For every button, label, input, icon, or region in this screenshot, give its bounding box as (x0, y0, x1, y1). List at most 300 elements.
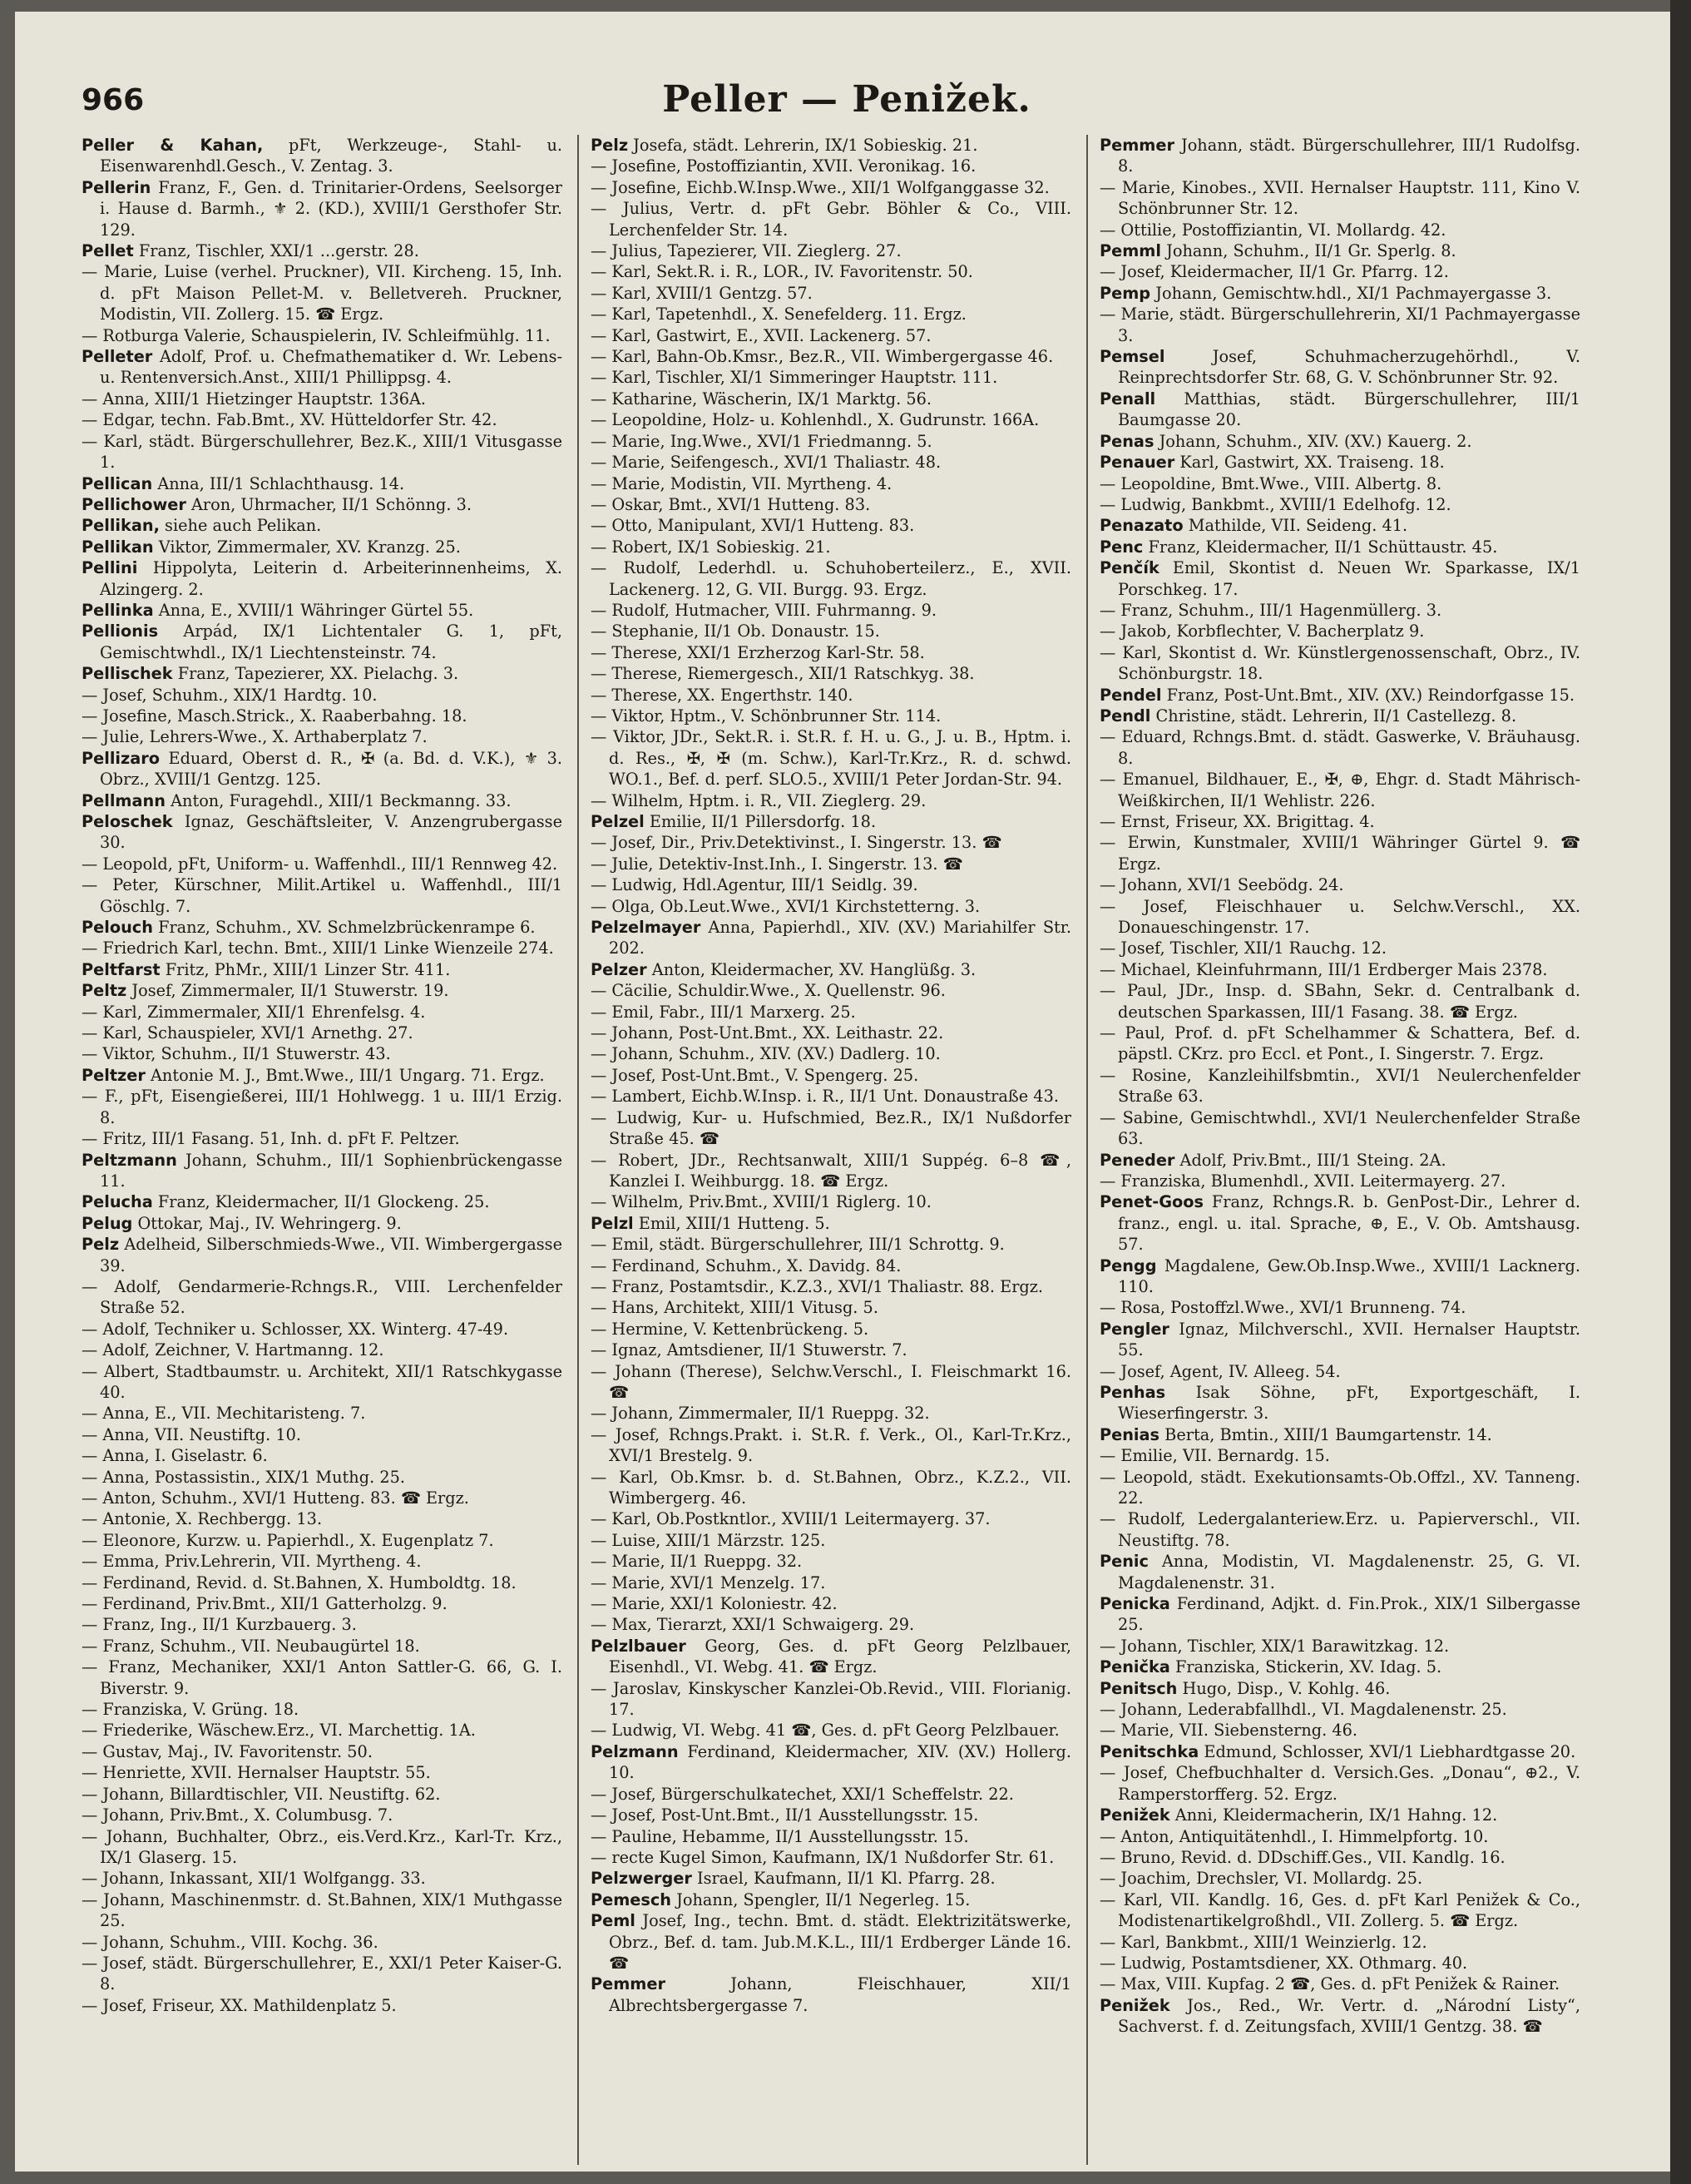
directory-page (15, 12, 1670, 2172)
directory-entry (591, 663, 1071, 684)
entry-surname: Penižek (1100, 1995, 1170, 2015)
entry-details: — Marie, Kinobes., XVII. Hernalser Hauptstr. 111, Kino V. Schönbrunner Str. 12. (1100, 177, 1580, 219)
directory-entry (1100, 537, 1580, 557)
entry-details: — Wilhelm, Priv.Bmt., XVIII/1 Riglerg. 10. (591, 1192, 932, 1212)
entry-details: — Franz, Postamtsdir., K.Z.3., XVI/1 Thaliastr. 88. Ergz. (591, 1276, 1044, 1296)
entry-details: Christine, städt. Lehrerin, II/1 Castellezg. 8. (1150, 706, 1517, 726)
directory-entry (82, 685, 562, 706)
entry-surname: Peltzmann (82, 1150, 177, 1170)
directory-entry (82, 1593, 562, 1614)
entry-surname: Pelug (82, 1213, 133, 1233)
directory-entry (591, 1974, 1071, 2016)
entry-details: — Johann, Post-Unt.Bmt., XX. Leithastr. 22. (591, 1023, 944, 1043)
directory-entry (591, 1213, 1071, 1234)
directory-entry (1100, 177, 1580, 220)
entry-details: — Anna, Postassistin., XIX/1 Muthg. 25. (82, 1467, 405, 1487)
directory-entry (1100, 346, 1580, 389)
entry-details: — Josef, Kleidermacher, II/1 Gr. Pfarrg. 12. (1100, 262, 1449, 282)
directory-entry (1100, 832, 1580, 874)
directory-entry (591, 557, 1071, 600)
entry-details: — Max, VIII. Kupfag. 2 ☎, Ges. d. pFt Penižek & Rainer. (1100, 1974, 1560, 1994)
directory-entry (1100, 1636, 1580, 1657)
entry-details: — Marie, Modistin, VII. Myrtheng. 4. (591, 473, 892, 493)
directory-entry (591, 1361, 1071, 1404)
entry-details: Josefa, städt. Lehrerin, IX/1 Sobieskig. 21. (628, 136, 978, 155)
directory-entry (82, 980, 562, 1001)
entry-details: Josef, Zimmermaler, II/1 Stuwerstr. 19. (126, 981, 449, 1001)
entry-details: — Viktor, JDr., Sekt.R. i. St.R. f. H. u. G., J. u. B., Hptm. i. d. Res., ✠, ✠ (m. Schw.), Karl-Tr.Krz., R. d. schwd. WO.1., Bef. d. perf. SLO.5., XVIII/1 Peter Jordan-Str. 94. (591, 727, 1071, 790)
entry-details: — Ferdinand, Schuhm., X. Davidg. 84. (591, 1255, 902, 1275)
entry-details: Hippolyta, Leiterin d. Arbeiterinnenheims, X. Alzingerg. 2. (100, 558, 562, 599)
entry-details: — Max, Tierarzt, XXI/1 Schwaigerg. 29. (591, 1615, 915, 1635)
page-title: Peller — Penižek. (662, 78, 1031, 121)
directory-entry (82, 811, 562, 854)
directory-entry (591, 156, 1071, 176)
entry-details: siehe auch Pelikan. (159, 516, 322, 536)
entry-details: — Friederike, Wäschew.Erz., VI. Marchettig. 1A. (82, 1721, 476, 1741)
entry-details: — Emilie, VII. Bernardg. 15. (1100, 1446, 1330, 1466)
entry-details: Franz, F., Gen. d. Trinitarier-Ordens, Seelsorger i. Hause d. Barmh., ⚜ 2. (KD.), XVIII/1 Gersthofer Str. 129. (100, 177, 562, 240)
entry-details: — Johann, Billardtischler, VII. Neustiftg. 62. (82, 1784, 441, 1804)
directory-entry (82, 1805, 562, 1825)
entry-details: Anton, Furagehdl., XIII/1 Beckmanng. 33. (165, 790, 512, 810)
entry-details: Hugo, Disp., V. Kohlg. 46. (1177, 1678, 1391, 1698)
directory-entry (82, 1508, 562, 1529)
entry-surname: Peltfarst (82, 959, 161, 979)
directory-entry (82, 1213, 562, 1234)
directory-entry (82, 1657, 562, 1699)
entry-details: — Anna, E., VII. Mechitaristeng. 7. (82, 1404, 366, 1424)
directory-entry (591, 1340, 1071, 1360)
entry-surname: Peltz (82, 981, 127, 1001)
entry-details: — Franz, Ing., II/1 Kurzbauerg. 3. (82, 1615, 357, 1635)
directory-entry (82, 1023, 562, 1043)
directory-entry (1100, 1319, 1580, 1361)
entry-details: Eduard, Oberst d. R., ✠ (a. Bd. d. V.K.), ⚜ 3. Obrz., XVIII/1 Gentzg. 125. (100, 748, 562, 790)
entry-details: — Johann, Inkassant, XII/1 Wolfgangg. 33. (82, 1869, 426, 1889)
entry-surname: Pellican (82, 473, 153, 493)
directory-entry (591, 1614, 1071, 1635)
entry-details: — Josefine, Postoffiziantin, XVII. Veronikag. 16. (591, 156, 977, 176)
directory-entry (1100, 515, 1580, 536)
entry-details: — Bruno, Revid. d. DDschiff.Ges., VII. Kandlg. 16. (1100, 1847, 1506, 1867)
directory-entry (82, 1340, 562, 1360)
entry-details: Aron, Uhrmacher, II/1 Schönng. 3. (185, 494, 472, 514)
entry-details: — Olga, Ob.Leut.Wwe., XVI/1 Kirchstetterng. 3. (591, 896, 981, 916)
directory-entry (591, 1191, 1071, 1212)
entry-details: — Franziska, V. Grüng. 18. (82, 1700, 299, 1720)
directory-entry (591, 473, 1071, 494)
directory-entry (591, 600, 1071, 621)
directory-entry (1100, 1995, 1580, 2038)
directory-entry (82, 1762, 562, 1783)
entry-details: Franz, Schuhm., XV. Schmelzbrückenrampe 6. (152, 918, 536, 938)
directory-entry (82, 261, 562, 324)
entry-details: — Johann, Tischler, XIX/1 Barawitzkag. 12. (1100, 1636, 1450, 1656)
page-header (82, 78, 1612, 128)
directory-entry (1100, 494, 1580, 515)
entry-surname: Pelzl (591, 1213, 634, 1233)
directory-entry (1100, 1551, 1580, 1593)
directory-entry (1100, 1297, 1580, 1318)
directory-entry (82, 726, 562, 747)
directory-entry (591, 389, 1071, 409)
entry-details: — Ludwig, Hdl.Agentur, III/1 Seidlg. 39. (591, 875, 918, 895)
directory-entry (591, 346, 1071, 367)
directory-entry (591, 1150, 1071, 1192)
directory-entry (82, 1086, 562, 1128)
directory-entry (82, 663, 562, 684)
directory-entry (591, 1847, 1071, 1868)
entry-details: — Friedrich Karl, techn. Bmt., XIII/1 Linke Wienzeile 274. (82, 938, 554, 958)
entry-surname: Pelzmann (591, 1741, 679, 1761)
directory-entry (591, 1467, 1071, 1509)
entry-details: Mathilde, VII. Seideng. 41. (1183, 516, 1408, 536)
directory-entry (1100, 1741, 1580, 1762)
entry-details: — Marie, VII. Siebensterng. 46. (1100, 1721, 1358, 1741)
directory-entry (1100, 135, 1580, 177)
directory-entry (591, 1276, 1071, 1297)
entry-details: — Viktor, Hptm., V. Schönbrunner Str. 114. (591, 706, 942, 726)
directory-entry (82, 1932, 562, 1953)
entry-details: Johann, Spengler, II/1 Negerleg. 15. (671, 1889, 971, 1909)
directory-entry (82, 557, 562, 600)
directory-entry (82, 1191, 562, 1212)
entry-details: Fritz, PhMr., XIII/1 Linzer Str. 411. (160, 959, 451, 979)
directory-entry (82, 1826, 562, 1869)
entry-details: Johann, Schuhm., III/1 Sophienbrückengasse 11. (100, 1150, 562, 1191)
entry-details: — Adolf, Gendarmerie-Rchngs.R., VIII. Lerchenfelder Straße 52. (82, 1276, 562, 1318)
entry-details: Franz, Post-Unt.Bmt., XIV. (XV.) Reindorfgasse 15. (1161, 685, 1575, 705)
entry-details: — Karl, Zimmermaler, XII/1 Ehrenfelsg. 4. (82, 1002, 426, 1022)
directory-entry (1100, 1699, 1580, 1720)
entry-details: Anna, E., XVIII/1 Währinger Gürtel 55. (153, 600, 474, 620)
directory-entry (1100, 261, 1580, 282)
entry-details: — Emanuel, Bildhauer, E., ✠, ⊕, Ehgr. d. Stadt Mährisch-Weißkirchen, II/1 Wehlistr. 226. (1100, 770, 1580, 810)
directory-entry (82, 1065, 562, 1086)
entry-details: — Anton, Schuhm., XVI/1 Hutteng. 83. ☎ Ergz. (82, 1488, 469, 1508)
entry-surname: Penall (1100, 389, 1156, 409)
directory-entry (82, 389, 562, 409)
directory-entry (1100, 473, 1580, 494)
entry-details: Josef, Ing., techn. Bmt. d. städt. Elektrizitätswerke, Obrz., Bef. d. tam. Jub.M.K.L., III/1 Erdberger Lände 16. ☎ (609, 1911, 1071, 1973)
entry-details: — Karl, Bahn-Ob.Kmsr., Bez.R., VII. Wimbergergasse 46. (591, 347, 1054, 367)
directory-entry (591, 1297, 1071, 1318)
entry-details: Adelheid, Silberschmieds-Wwe., VII. Wimbergergasse 39. (100, 1235, 562, 1275)
entry-details: Emil, XIII/1 Hutteng. 5. (633, 1213, 830, 1233)
directory-entry (82, 325, 562, 346)
entry-details: — Johann, Lederabfallhdl., VI. Magdalenenstr. 25. (1100, 1700, 1507, 1720)
entry-details: Franziska, Stickerin, XV. Idag. 5. (1169, 1657, 1442, 1677)
entry-details: Israel, Kaufmann, II/1 Kl. Pfarrg. 28. (691, 1869, 996, 1889)
entry-details: — Anna, VII. Neustiftg. 10. (82, 1424, 301, 1444)
entry-details: — Leopold, pFt, Uniform- u. Waffenhdl., III/1 Rennweg 42. (82, 854, 558, 874)
entry-details: — Marie, städt. Bürgerschullehrerin, XI/1 Pachmayergasse 3. (1100, 305, 1580, 345)
entry-details: Ferdinand, Adjkt. d. Fin.Prok., XIX/1 Silbergasse 25. (1118, 1594, 1580, 1635)
entry-details: — Otto, Manipulant, XVI/1 Hutteng. 83. (591, 516, 915, 536)
entry-details: — Ludwig, Bankbmt., XVIII/1 Edelhofg. 12. (1100, 494, 1451, 514)
entry-details: Franz, Rchngs.R. b. GenPost-Dir., Lehrer d. franz., engl. u. ital. Sprache, ⊕, E., V. Ob. Amtshausg. 57. (1118, 1192, 1580, 1255)
entry-details: pFt, Werkzeuge-, Stahl- u. Eisenwarenhdl.Gesch., V. Zentag. 3. (100, 136, 562, 176)
directory-entry (591, 1636, 1071, 1678)
directory-entry (1100, 874, 1580, 895)
column-2 (591, 135, 1071, 2165)
page-edge-strip (1670, 0, 1691, 2184)
directory-entry (82, 621, 562, 663)
entry-details: Franz, Tapezierer, XX. Pielachg. 3. (172, 664, 459, 684)
entry-details: — Karl, Tapetenhdl., X. Senefelderg. 11. Ergz. (591, 305, 967, 324)
directory-entry (1100, 1826, 1580, 1847)
directory-entry (82, 1636, 562, 1657)
entry-details: — Katharine, Wäscherin, IX/1 Marktg. 56. (591, 389, 932, 409)
directory-entry (82, 790, 562, 811)
entry-details: — Rudolf, Hutmacher, VIII. Fuhrmanng. 9. (591, 600, 937, 620)
entry-details: — Ludwig, Postamtsdiener, XX. Othmarg. 40. (1100, 1953, 1468, 1973)
directory-entry (591, 1002, 1071, 1023)
entry-details: — Michael, Kleinfuhrmann, III/1 Erdberger Mais 2378. (1100, 959, 1548, 979)
directory-entry (82, 1720, 562, 1741)
directory-entry (1100, 621, 1580, 641)
entry-surname: Penc (1100, 537, 1144, 557)
directory-entry (82, 1150, 562, 1192)
directory-entry (82, 1614, 562, 1635)
entry-details: — Karl, Tischler, XI/1 Simmeringer Hauptstr. 111. (591, 368, 998, 388)
directory-entry (82, 515, 562, 536)
directory-entry (1100, 1361, 1580, 1382)
entry-details: — Karl, XVIII/1 Gentzg. 57. (591, 283, 813, 303)
entry-surname: Peneder (1100, 1150, 1175, 1170)
entry-surname: Pelzelmayer (591, 918, 701, 938)
directory-entry (591, 959, 1071, 980)
entry-details: — Anna, XIII/1 Hietzinger Hauptstr. 136A. (82, 389, 427, 409)
directory-entry (591, 811, 1071, 832)
entry-surname: Pelzel (591, 812, 645, 831)
entry-details: — recte Kugel Simon, Kaufmann, IX/1 Nußdorfer Str. 61. (591, 1847, 1055, 1867)
entry-details: — Karl, Skontist d. Wr. Künstlergenossenschaft, Obrz., IV. Schönburgstr. 18. (1100, 642, 1580, 684)
entry-details: — Stephanie, II/1 Ob. Donaustr. 15. (591, 622, 880, 641)
directory-entry (591, 832, 1071, 853)
entry-details: Ignaz, Geschäftsleiter, V. Anzengrubergasse 30. (100, 812, 562, 853)
directory-entry (591, 1805, 1071, 1825)
entry-details: — Karl, Ob.Postkntlor., XVIII/1 Leitermayerg. 37. (591, 1509, 991, 1529)
entry-details: Viktor, Zimmermaler, XV. Kranzg. 25. (153, 537, 461, 557)
entry-details: — Fritz, III/1 Fasang. 51, Inh. d. pFt F. Peltzer. (82, 1129, 460, 1149)
directory-entry (591, 1065, 1071, 1086)
column-divider (577, 135, 579, 2165)
directory-entry (591, 1784, 1071, 1805)
directory-entry (591, 726, 1071, 790)
directory-entry (82, 1953, 562, 1995)
directory-entry (82, 1741, 562, 1762)
entry-surname: Pemsel (1100, 347, 1165, 367)
entry-details: — Franziska, Blumenhdl., XVII. Leitermayerg. 27. (1100, 1171, 1506, 1191)
entry-surname: Pellmann (82, 790, 166, 810)
directory-entry (82, 706, 562, 726)
directory-entry (82, 1467, 562, 1488)
directory-entry (591, 135, 1071, 156)
directory-entry (591, 537, 1071, 557)
entry-details: — Johann, Schuhm., VIII. Kochg. 36. (82, 1932, 378, 1952)
entry-surname: Pellischek (82, 664, 173, 684)
entry-surname: Penazato (1100, 516, 1184, 536)
entry-details: Anton, Kleidermacher, XV. Hanglüßg. 3. (646, 959, 977, 979)
entry-details: — Josef, Post-Unt.Bmt., V. Spengerg. 25. (591, 1065, 919, 1085)
directory-entry (1100, 1805, 1580, 1825)
entry-details: — Gustav, Maj., IV. Favoritenstr. 50. (82, 1741, 373, 1761)
directory-entry (1100, 1762, 1580, 1805)
entry-details: Johann, Schuhm., XIV. (XV.) Kauerg. 2. (1154, 431, 1472, 451)
entry-surname: Pemmer (591, 1974, 665, 1994)
entry-surname: Pelzlbauer (591, 1636, 686, 1656)
entry-details: — Marie, XVI/1 Menzelg. 17. (591, 1572, 826, 1592)
entry-details: — Therese, XXI/1 Erzherzog Karl-Str. 58. (591, 642, 925, 662)
directory-entry (82, 748, 562, 790)
directory-entry (591, 1023, 1071, 1043)
entry-details: — Karl, Sekt.R. i. R., LOR., IV. Favoritenstr. 50. (591, 262, 973, 282)
directory-entry (1100, 1847, 1580, 1868)
entry-details: — Johann, Schuhm., XIV. (XV.) Dadlerg. 10. (591, 1044, 941, 1064)
directory-entry (82, 537, 562, 557)
directory-entry (1100, 1932, 1580, 1953)
entry-details: — Antonie, X. Rechbergg. 13. (82, 1509, 323, 1529)
directory-entry (82, 874, 562, 917)
entry-details: Anna, Modistin, VI. Magdalenenstr. 25, G. VI. Magdalenenstr. 31. (1118, 1552, 1580, 1592)
entry-surname: Pellikan, (82, 516, 160, 536)
directory-entry (1100, 1171, 1580, 1191)
directory-entry (591, 685, 1071, 706)
directory-entry (591, 515, 1071, 536)
entry-surname: Penitschka (1100, 1741, 1199, 1761)
directory-entry (82, 917, 562, 938)
directory-entry (1100, 557, 1580, 600)
entry-details: Arpád, IX/1 Lichtentaler G. 1, pFt, Gemischtwhdl., IX/1 Liechtensteinstr. 74. (100, 622, 562, 662)
entry-details: — Julius, Tapezierer, VII. Zieglerg. 27. (591, 241, 902, 261)
entry-surname: Pelleter (82, 347, 153, 367)
entry-details: Adolf, Prof. u. Chefmathematiker d. Wr. Lebens- u. Rentenversich.Anst., XIII/1 Phillippsg. 4. (100, 347, 562, 388)
directory-entry (591, 1826, 1071, 1847)
directory-entry (82, 177, 562, 240)
entry-details: Magdalene, Gew.Ob.Insp.Wwe., XVIII/1 Lacknerg. 110. (1118, 1255, 1580, 1296)
entry-details: — Emil, städt. Bürgerschullehrer, III/1 Schrottg. 9. (591, 1235, 1005, 1255)
entry-details: — Josef, Schuhm., XIX/1 Hardtg. 10. (82, 685, 378, 705)
entry-details: Johann, städt. Bürgerschullehrer, III/1 Rudolfsg. 8. (1118, 136, 1580, 176)
entry-surname: Pelzwerger (591, 1869, 692, 1889)
entry-details: — Marie, Ing.Wwe., XVI/1 Friedmanng. 5. (591, 431, 932, 451)
entry-surname: Penet-Goos (1100, 1192, 1204, 1212)
entry-surname: Pendl (1100, 706, 1151, 726)
directory-entry (1100, 283, 1580, 304)
directory-entry (1100, 1868, 1580, 1889)
directory-entry (591, 304, 1071, 324)
entry-details: — Adolf, Zeichner, V. Hartmanng. 12. (82, 1340, 384, 1360)
directory-entry (1100, 1508, 1580, 1551)
entry-details: — Emil, Fabr., III/1 Marxerg. 25. (591, 1002, 856, 1022)
entry-details: — Marie, Seifengesch., XVI/1 Thaliastr. 48. (591, 453, 942, 473)
entry-details: Ferdinand, Kleidermacher, XIV. (XV.) Hollerg. 10. (609, 1741, 1071, 1783)
entry-surname: Pellini (82, 558, 138, 578)
directory-entry (591, 1593, 1071, 1614)
directory-entry (591, 431, 1071, 452)
entry-details: — Ferdinand, Revid. d. St.Bahnen, X. Humboldtg. 18. (82, 1572, 517, 1592)
directory-entry (1100, 706, 1580, 726)
entry-details: — Edgar, techn. Fab.Bmt., XV. Hütteldorfer Str. 42. (82, 410, 497, 430)
entry-details: — Josef, Agent, IV. Alleeg. 54. (1100, 1361, 1341, 1381)
entry-details: Johann, Fleischhauer, XII/1 Albrechtsbergergasse 7. (609, 1974, 1071, 2015)
directory-entry (82, 1234, 562, 1276)
entry-details: — F., pFt, Eisengießerei, III/1 Hohlwegg. 1 u. III/1 Erzig. 8. (82, 1087, 562, 1127)
directory-entry (591, 325, 1071, 346)
entry-details: Anna, III/1 Schlachthausg. 14. (152, 473, 405, 493)
entry-surname: Penauer (1100, 453, 1175, 473)
column-3 (1100, 135, 1580, 2165)
entry-details: — Erwin, Kunstmaler, XVIII/1 Währinger Gürtel 9. ☎ Ergz. (1100, 833, 1580, 874)
directory-entry (1100, 938, 1580, 958)
entry-surname: Penias (1100, 1424, 1160, 1444)
entry-details: — Paul, JDr., Insp. d. SBahn, Sekr. d. Centralbank d. deutschen Sparkassen, III/1 Fasang. 38. ☎ Ergz. (1100, 981, 1580, 1022)
entry-details: — Marie, XXI/1 Koloniestr. 42. (591, 1594, 838, 1614)
directory-entry (82, 1551, 562, 1572)
directory-entry (1100, 1953, 1580, 1974)
entry-surname: Peloschek (82, 812, 173, 831)
entry-details: — Ottilie, Postoffiziantin, VI. Mollardg. 42. (1100, 220, 1446, 240)
directory-entry (591, 452, 1071, 473)
directory-entry (591, 642, 1071, 663)
entry-details: — Ernst, Friseur, XX. Brigittag. 4. (1100, 812, 1375, 831)
entry-surname: Pelz (82, 1235, 120, 1255)
entry-surname: Pellizaro (82, 748, 161, 768)
directory-entry (82, 240, 562, 261)
directory-entry (591, 896, 1071, 917)
directory-entry (591, 1889, 1071, 1910)
entry-surname: Peller & Kahan, (82, 136, 264, 155)
directory-entry (82, 1530, 562, 1551)
entry-details: Antonie M. J., Bmt.Wwe., III/1 Ungarg. 71. Ergz. (145, 1065, 545, 1085)
directory-entry (1100, 1191, 1580, 1255)
directory-entry (591, 874, 1071, 895)
entry-details: — Josef, Dir., Priv.Detektivinst., I. Singerstr. 13. ☎ (591, 833, 1002, 853)
directory-entry (591, 1572, 1071, 1593)
directory-entry (591, 1868, 1071, 1889)
directory-entry (1100, 1255, 1580, 1298)
directory-entry (82, 1361, 562, 1404)
entry-details: — Johann, Priv.Bmt., X. Columbusg. 7. (82, 1805, 393, 1825)
directory-entry (82, 1572, 562, 1593)
directory-entry (1100, 304, 1580, 346)
entry-details: — Karl, VII. Kandlg. 16, Ges. d. pFt Karl Penižek & Co., Modistenartikelgroßhdl., VII. Zollerg. 5. ☎ Ergz. (1100, 1889, 1580, 1931)
entry-details: Josef, Schuhmacherzugehörhdl., V. Reinprechtsdorfer Str. 68, G. V. Schönbrunner Str. 92. (1118, 347, 1580, 388)
directory-entry (82, 1889, 562, 1932)
entry-details: — Marie, II/1 Rueppg. 32. (591, 1552, 803, 1572)
entry-details: — Jaroslav, Kinskyscher Kanzlei-Ob.Revid., VIII. Florianig. 17. (591, 1678, 1071, 1720)
entry-details: — Josef, Fleischhauer u. Selchw.Verschl., XX. Donaueschingenstr. 17. (1100, 896, 1580, 938)
entry-details: Ottokar, Maj., IV. Wehringerg. 9. (132, 1213, 402, 1233)
directory-entry (591, 1403, 1071, 1424)
entry-details: — Therese, Riemergesch., XII/1 Ratschkyg. 38. (591, 664, 975, 684)
entry-details: — Karl, Ob.Kmsr. b. d. St.Bahnen, Obrz., K.Z.2., VII. Wimbergerg. 46. (591, 1467, 1071, 1508)
entry-details: — Jakob, Korbflechter, V. Bacherplatz 9. (1100, 622, 1425, 641)
entry-details: Johann, Gemischtw.hdl., XI/1 Pachmayergasse 3. (1150, 283, 1552, 303)
entry-surname: Pellerin (82, 177, 151, 197)
entry-details: — Leopold, städt. Exekutionsamts-Ob.Offzl., XV. Tanneng. 22. (1100, 1467, 1580, 1508)
entry-details: — Leopoldine, Holz- u. Kohlenhdl., X. Gudrunstr. 166A. (591, 410, 1040, 430)
directory-entry (82, 1403, 562, 1424)
entry-surname: Penižek (1100, 1805, 1170, 1825)
entry-details: — Cäcilie, Schuldir.Wwe., X. Quellenstr. 96. (591, 981, 946, 1001)
directory-entry (1100, 1657, 1580, 1677)
entry-details: — Franz, Schuhm., VII. Neubaugürtel 18. (82, 1636, 420, 1656)
directory-entry (1100, 811, 1580, 832)
entry-details: Anna, Papierhdl., XIV. (XV.) Mariahilfer Str. 202. (609, 918, 1071, 958)
